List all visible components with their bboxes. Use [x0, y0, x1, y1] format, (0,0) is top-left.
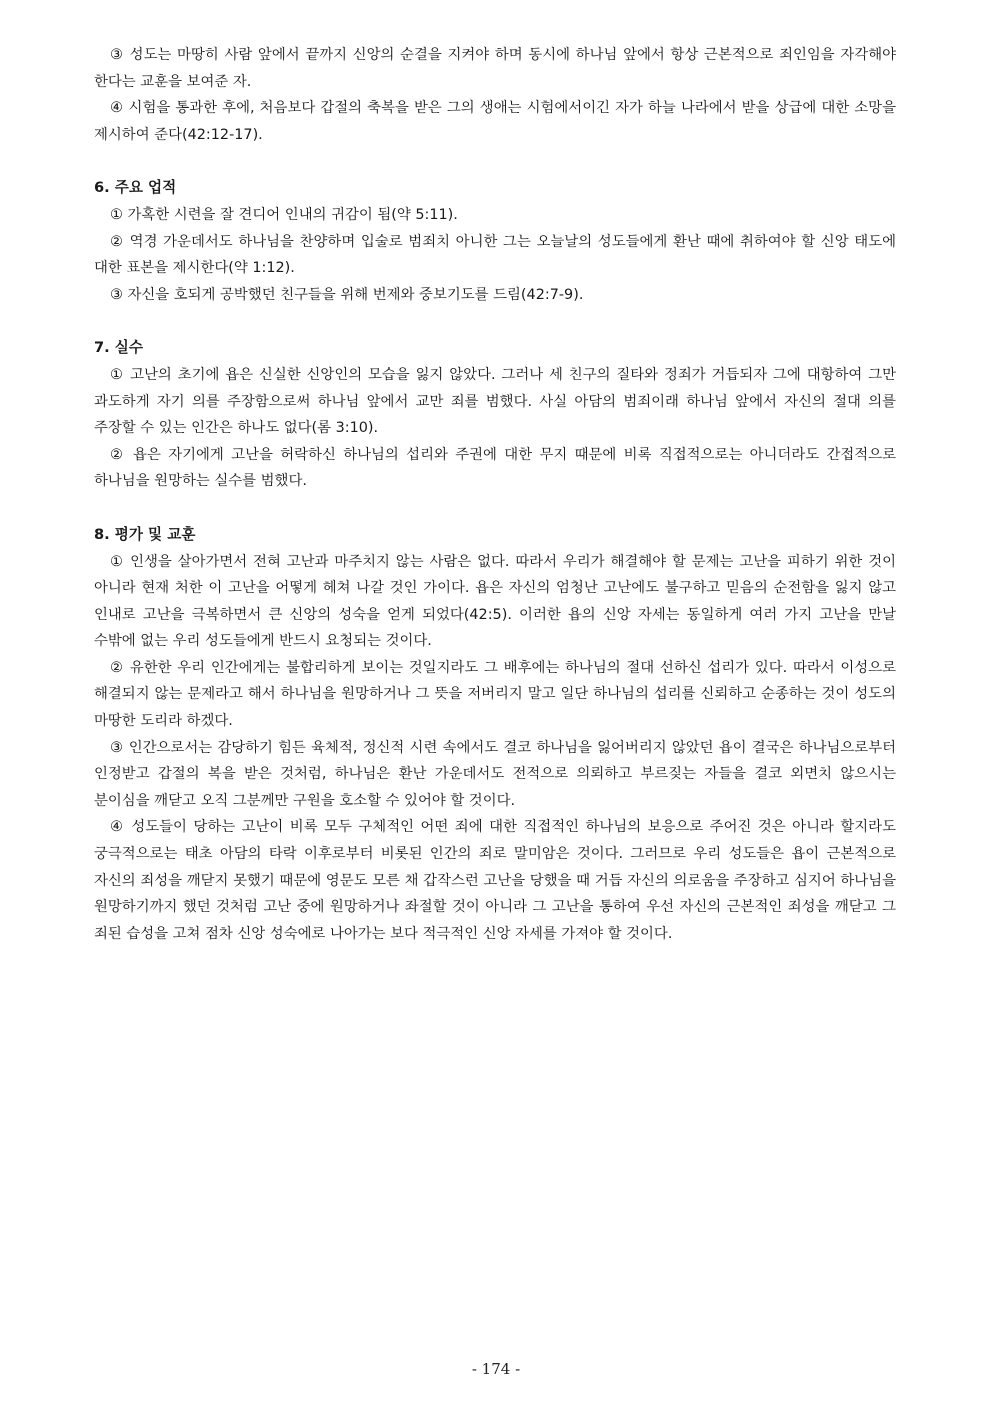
- section-evaluation-lessons: [94, 522, 896, 948]
- paragraph: ① 인생을 살아가면서 전혀 고난과 마주치지 않는 사람은 없다. 따라서 우리가 해결해야 할 문제는 고난을 피하기 위한 것이 아니라 현재 처한 이 고난을 어떻게 헤쳐 나갈 것인 가이다. 욥은 자신의 엄청난 고난에도 불구하고 믿음의 순전함을 잃지 않고 인내로 고난을 극복하면서 큰 신앙의 성숙을 얻게 되었다(42:5). 이러한 욥의 신앙 자세는 동일하게 여러 가지 고난을 만날 수밖에 없는 우리 성도들에게 반드시 요청되는 것이다.: [94, 553, 897, 650]
- page-number: - 174 -: [471, 1360, 521, 1378]
- paragraph: ④ 시험을 통과한 후에, 처음보다 갑절의 축복을 받은 그의 생애는 시험에서이긴 자가 하늘 나라에서 받을 상급에 대한 소망을 제시하여 준다(42:12-17).: [94, 100, 896, 143]
- section-heading: 6. 주요 업적: [94, 179, 177, 197]
- paragraph: ① 고난의 초기에 욥은 신실한 신앙인의 모습을 잃지 않았다. 그러나 세 친구의 질타와 정죄가 거듭되자 그에 대항하여 그만 과도하게 자기 의를 주장함으로써 하나님 앞에서 교만 죄를 범했다. 사실 아담의 범죄이래 하나님 앞에서 자신의 절대 의를 주장할 수 있는 인간은 하나도 없다(롬 3:10).: [94, 366, 896, 437]
- paragraph: ③ 자신을 호되게 공박했던 친구들을 위해 번제와 중보기도를 드림(42:7-9).: [110, 286, 584, 303]
- paragraph: ④ 성도들이 당하는 고난이 비록 모두 구체적인 어떤 죄에 대한 직접적인 하나님의 보응으로 주어진 것은 아니라 할지라도 궁극적으로는 태초 아담의 타락 이후로부터 비롯된 인간의 죄로 말미암은 것이다. 그러므로 우리 성도들은 욥이 근본적으로 자신의 죄성을 깨닫지 못했기 때문에 영문도 모른 채 갑작스런 고난을 당했을 때 거듭 자신의 의로움을 주장하고 심지어 하나님을 원망하기까지 했던 것처럼 고난 중에 원망하거나 좌절할 것이 아니라 그 고난을 통하여 우선 자신의 근본적인 죄성을 깨닫고 그 죄된 습성을 고쳐 점차 신앙 성숙에로 나아가는 보다 적극적인 신앙 자세를 가져야 할 것이다.: [94, 819, 896, 942]
- section-mistakes: [94, 335, 896, 495]
- section-heading: 8. 평가 및 교훈: [94, 525, 196, 543]
- paragraph: ② 욥은 자기에게 고난을 허락하신 하나님의 섭리와 주권에 대한 무지 때문에 비록 직접적으로는 아니더라도 간접적으로 하나님을 원망하는 실수를 범했다.: [94, 446, 896, 490]
- section-heading: 7. 실수: [94, 339, 143, 357]
- paragraph: ① 가혹한 시련을 잘 견디어 인내의 귀감이 됨(약 5:11).: [110, 206, 458, 223]
- page-content: [94, 42, 896, 947]
- paragraph: ③ 인간으로서는 감당하기 힘든 육체적, 정신적 시련 속에서도 결코 하나님을 잃어버리지 않았던 욥이 결국은 하나님으로부터 인정받고 갑절의 복을 받은 것처럼, 하나님은 환난 가운데서도 전적으로 의뢰하고 부르짖는 자들을 결코 외면치 않으시는 분이심을 깨닫고 오직 그분께만 구원을 호소할 수 있어야 할 것이다.: [94, 739, 896, 809]
- paragraph: ② 유한한 우리 인간에게는 불합리하게 보이는 것일지라도 그 배후에는 하나님의 절대 선하신 섭리가 있다. 따라서 이성으로 해결되지 않는 문제라고 해서 하나님을 원망하거나 그 뜻을 저버리지 말고 일단 하나님의 섭리를 신뢰하고 순종하는 것이 성도의 마땅한 도리라 하겠다.: [94, 659, 896, 730]
- paragraph: ② 역경 가운데서도 하나님을 찬양하며 입술로 범죄치 아니한 그는 오늘날의 성도들에게 환난 때에 취하여야 할 신앙 태도에 대한 표본을 제시한다(약 1:12).: [94, 233, 896, 277]
- paragraph: ③ 성도는 마땅히 사람 앞에서 끝까지 신앙의 순결을 지켜야 하며 동시에 하나님 앞에서 항상 근본적으로 죄인임을 자각해야 한다는 교훈을 보여준 자.: [94, 47, 896, 90]
- section-major-achievements: [94, 175, 896, 308]
- intro-section: [94, 42, 896, 148]
